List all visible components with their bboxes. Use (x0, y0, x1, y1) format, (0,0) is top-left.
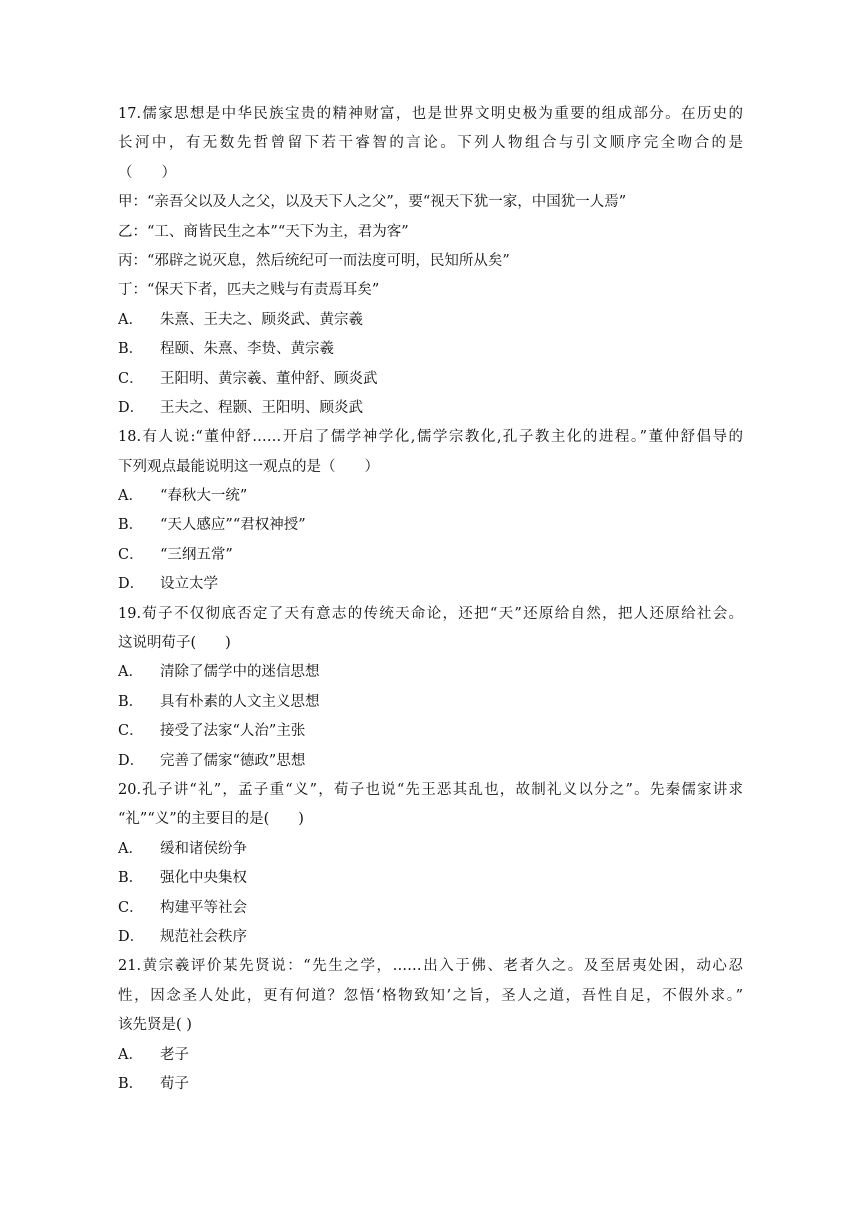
option-d (118, 394, 743, 423)
option-a (118, 658, 743, 687)
option-text: “天人感应”“君权神授” (160, 517, 306, 534)
option-a (118, 482, 743, 511)
question-19 (118, 600, 743, 776)
option-c (118, 894, 743, 923)
option-b (118, 335, 743, 364)
option-text: 构建平等社会 (160, 899, 247, 916)
option-label: A． (118, 488, 143, 505)
option-a (118, 1041, 743, 1070)
option-text: 完善了儒家“德政”思想 (160, 752, 306, 769)
quote-line: 丙：“邪辟之说灭息，然后统纪可一而法度可明，民知所从矣” (118, 252, 510, 269)
option-label: A． (118, 311, 143, 328)
question-stem-line: 下列观点最能说明这一观点的是（ ） (118, 458, 379, 475)
option-label: A． (118, 1046, 143, 1063)
option-label: A． (118, 664, 143, 681)
question-20 (118, 776, 743, 952)
option-label: C． (118, 546, 144, 563)
option-text: 清除了儒学中的迷信思想 (160, 664, 320, 681)
option-label: D． (118, 752, 145, 769)
question-stem-line: 这说明荀子( ) (118, 635, 231, 652)
option-text: 接受了法家“人治”主张 (160, 723, 306, 740)
option-text: 设立太学 (160, 576, 218, 593)
option-label: D． (118, 576, 145, 593)
option-a (118, 306, 743, 335)
option-text: 强化中央集权 (160, 870, 247, 887)
question-stem-line: 20.孔子讲“礼”，孟子重“义”，荀子也说“先王恶其乱也，故制礼义以分之”。先秦儒家讲求 (118, 781, 743, 798)
option-text: 荀子 (160, 1075, 189, 1092)
option-label: A． (118, 840, 143, 857)
question-21 (118, 952, 743, 1099)
question-17 (118, 100, 743, 423)
option-a (118, 835, 743, 864)
option-label: B． (118, 870, 144, 887)
question-stem-line: 21.黄宗羲评价某先贤说：“先生之学，……出入于佛、老者久之。及至居夷处困，动心忍 (118, 958, 743, 975)
question-stem-line: “礼”“义”的主要目的是( ) (118, 811, 304, 828)
option-label: B． (118, 341, 144, 358)
option-b (118, 688, 743, 717)
question-stem-line: （ ） (118, 164, 176, 181)
option-label: B． (118, 517, 144, 534)
option-text: 规范社会秩序 (160, 928, 247, 945)
option-text: 朱熹、王夫之、顾炎武、黄宗羲 (160, 311, 363, 328)
quote-line: 甲：“亲吾父以及人之父，以及天下人之父”，要“视天下犹一家，中国犹一人焉” (118, 194, 627, 211)
option-text: 老子 (160, 1046, 189, 1063)
option-text: 具有朴素的人文主义思想 (160, 693, 320, 710)
option-b (118, 511, 743, 540)
option-label: D． (118, 928, 145, 945)
option-text: 程颐、朱熹、李贽、黄宗羲 (160, 341, 334, 358)
option-d (118, 923, 743, 952)
option-text: “春秋大一统” (160, 488, 248, 505)
option-label: B． (118, 693, 144, 710)
option-c (118, 365, 743, 394)
option-d (118, 747, 743, 776)
option-c (118, 541, 743, 570)
option-label: C． (118, 370, 144, 387)
option-text: “三纲五常” (160, 546, 233, 563)
question-stem-line: 长河中，有无数先哲曾留下若干睿智的言论。下列人物组合与引文顺序完全吻合的是 (118, 135, 743, 152)
quote-line: 丁：“保天下者，匹夫之贱与有责焉耳矣” (118, 282, 380, 299)
option-label: B． (118, 1075, 144, 1092)
exam-page (118, 100, 743, 1099)
quote-line: 乙：“工、商皆民生之本”“天下为主，君为客” (118, 223, 409, 240)
question-stem-line: 19.荀子不仅彻底否定了天有意志的传统天命论，还把“天”还原给自然，把人还原给社会。 (118, 605, 743, 622)
option-b (118, 864, 743, 893)
option-c (118, 717, 743, 746)
option-label: C． (118, 899, 144, 916)
question-stem-line: 性，因念圣人处此，更有何道？忽悟‘格物致知’之旨，圣人之道，吾性自足，不假外求。” (118, 987, 743, 1004)
option-text: 缓和诸侯纷争 (160, 840, 247, 857)
question-stem-line: 该先贤是( ) (118, 1017, 192, 1034)
option-d (118, 570, 743, 599)
option-text: 王阳明、黄宗羲、董仲舒、顾炎武 (160, 370, 378, 387)
option-b (118, 1070, 743, 1099)
option-label: C． (118, 723, 144, 740)
question-stem-line: 18.有人说:“董仲舒……开启了儒学神学化,儒学宗教化,孔子教主化的进程。”董仲舒倡导的 (118, 429, 743, 446)
question-stem-line: 17.儒家思想是中华民族宝贵的精神财富，也是世界文明史极为重要的组成部分。在历史的 (118, 106, 743, 122)
question-18 (118, 423, 743, 599)
option-text: 王夫之、程颢、王阳明、顾炎武 (160, 399, 363, 416)
option-label: D． (118, 399, 145, 416)
